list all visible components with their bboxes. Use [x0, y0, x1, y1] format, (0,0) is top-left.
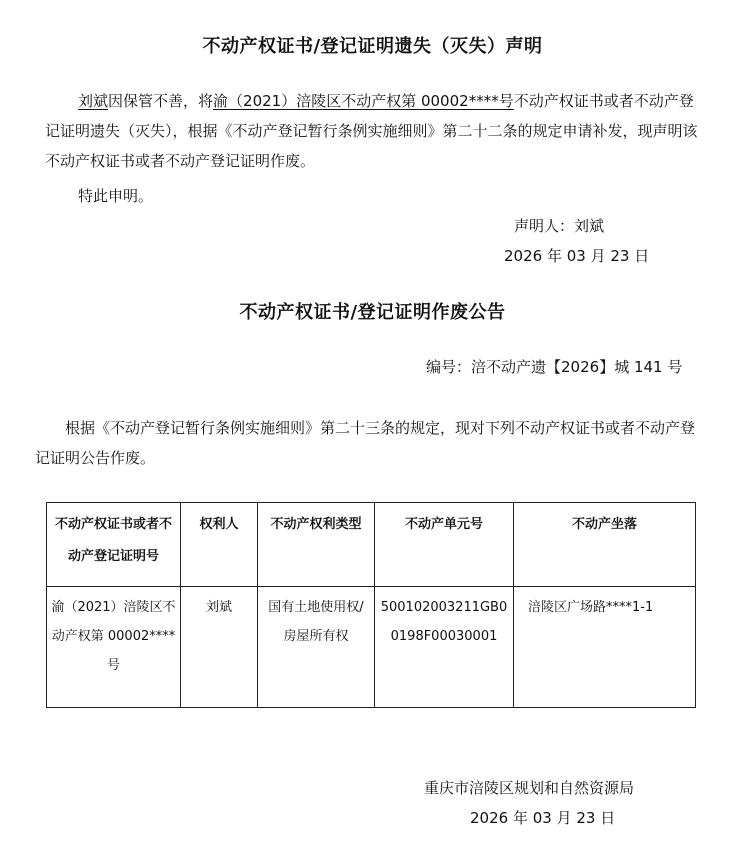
- header-owner: 权利人: [181, 503, 258, 587]
- statement-closing: 特此申明。: [78, 187, 154, 205]
- announcement-date: 2026 年 03 月 23 日: [470, 809, 616, 827]
- cell-location: 涪陵区广场路****1-1: [514, 587, 696, 708]
- announcement-ref: [426, 352, 682, 382]
- table-header-row: [47, 503, 696, 587]
- statement-cert-no: 渝（2021）涪陵区不动产权第 00002****号: [213, 92, 514, 110]
- cell-unit-no: 500102003211GB00198F00030001: [375, 587, 514, 708]
- statement-text-b: 不动产权证书或者不动产登记证明遗失（灭失），根据《不动产登记暂行条例实施细则》第二十二条的规定申请补发，现声明该不动产权证书或者不动产登记证明作废。: [45, 92, 698, 170]
- ref-number: 涪不动产遗【2026】城 141 号: [471, 358, 683, 376]
- ref-label: 编号：: [426, 358, 472, 376]
- issuer: 重庆市涪陵区规划和自然资源局: [424, 779, 635, 797]
- announcement-title: 不动产权证书/登记证明作废公告: [239, 302, 506, 323]
- statement-paragraph: [45, 86, 705, 176]
- cell-cert-no: 渝（2021）涪陵区不动产权第 00002****号: [47, 587, 181, 708]
- header-location: 不动产坐落: [514, 503, 696, 587]
- statement-text-a: 因保管不善，将: [108, 92, 214, 110]
- declarant-label: 声明人：: [514, 217, 575, 235]
- statement-declarant: [514, 211, 604, 241]
- statement-title: 不动产权证书/登记证明遗失（灭失）声明: [202, 36, 543, 57]
- table-row: [47, 587, 696, 708]
- announcement-intro: [35, 413, 705, 473]
- statement-date: 2026 年 03 月 23 日: [504, 247, 650, 265]
- declarant-name: 刘斌: [574, 217, 605, 235]
- cell-owner: 刘斌: [181, 587, 258, 708]
- announcement-intro-text: 根据《不动产登记暂行条例实施细则》第二十三条的规定，现对下列不动产权证书或者不动产登记证明公告作废。: [35, 419, 696, 467]
- cell-right-type: 国有土地使用权/房屋所有权: [258, 587, 375, 708]
- statement-name: 刘斌: [78, 92, 109, 110]
- header-unit-no: 不动产单元号: [375, 503, 514, 587]
- void-certificate-table: [46, 502, 696, 708]
- header-cert-no: 不动产权证书或者不动产登记证明号: [47, 503, 181, 587]
- header-right-type: 不动产权利类型: [258, 503, 375, 587]
